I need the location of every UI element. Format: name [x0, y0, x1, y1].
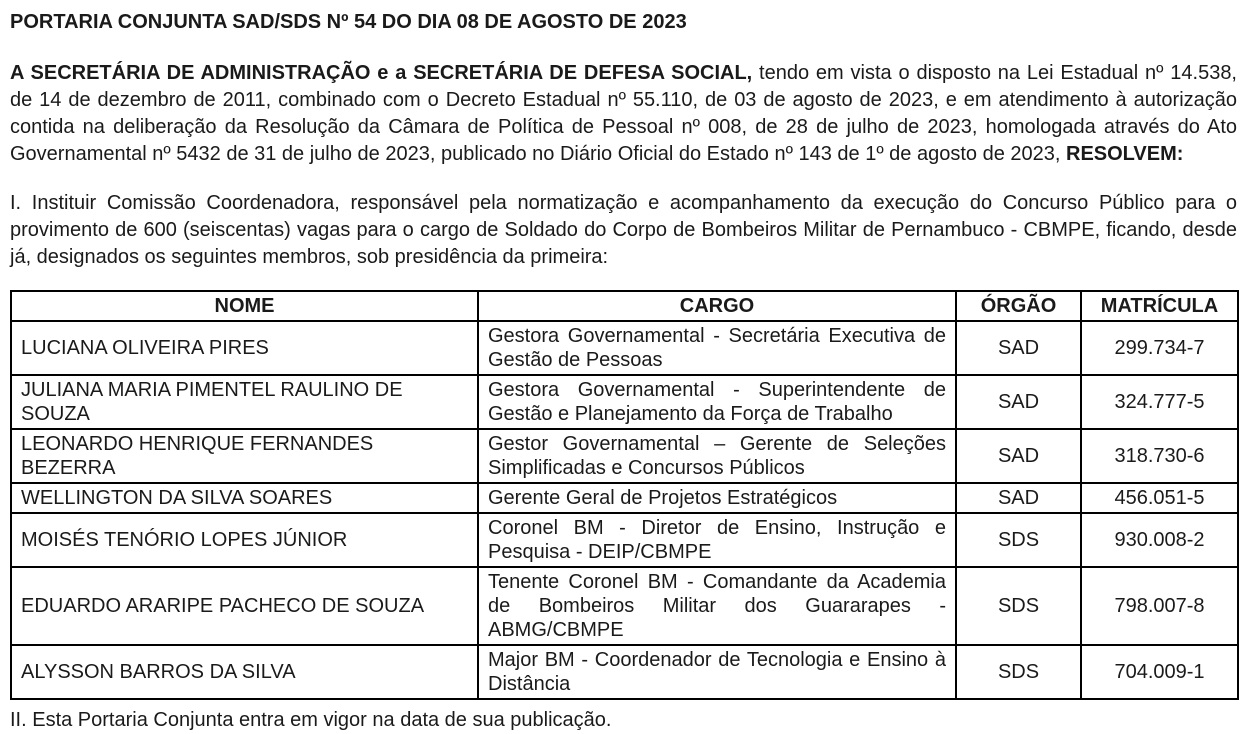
table-row — [11, 321, 1238, 375]
member-role: Coronel BM - Diretor de Ensino, Instrução e Pesquisa - DEIP/CBMPE — [478, 513, 956, 567]
member-role: Gerente Geral de Projetos Estratégicos — [478, 483, 956, 513]
member-agency: SAD — [956, 483, 1081, 513]
preamble-lead-bold: A SECRETÁRIA DE ADMINISTRAÇÃO e a SECRETÁRIA DE DEFESA SOCIAL, — [10, 62, 753, 84]
member-registry: 798.007-8 — [1081, 567, 1238, 645]
member-name: LUCIANA OLIVEIRA PIRES — [11, 321, 478, 375]
table-row — [11, 513, 1238, 567]
member-role: Gestora Governamental - Superintendente de Gestão e Planejamento da Força de Trabalho — [478, 375, 956, 429]
document-title: PORTARIA CONJUNTA SAD/SDS Nº 54 DO DIA 08 DE AGOSTO DE 2023 — [10, 11, 687, 33]
table-row — [11, 567, 1238, 645]
member-registry: 299.734-7 — [1081, 321, 1238, 375]
member-agency: SDS — [956, 567, 1081, 645]
member-registry: 704.009-1 — [1081, 645, 1238, 699]
member-registry: 930.008-2 — [1081, 513, 1238, 567]
preamble-paragraph — [10, 60, 1237, 168]
header-nome: NOME — [11, 291, 478, 321]
header-cargo: CARGO — [478, 291, 956, 321]
member-agency: SAD — [956, 321, 1081, 375]
header-orgao: ÓRGÃO — [956, 291, 1081, 321]
table-row — [11, 375, 1238, 429]
member-agency: SDS — [956, 645, 1081, 699]
member-registry: 318.730-6 — [1081, 429, 1238, 483]
table-row — [11, 483, 1238, 513]
header-matricula: MATRÍCULA — [1081, 291, 1238, 321]
member-role: Gestor Governamental – Gerente de Seleções Simplificadas e Concursos Públicos — [478, 429, 956, 483]
table-row — [11, 645, 1238, 699]
table-row — [11, 429, 1238, 483]
item-i-paragraph: I. Instituir Comissão Coordenadora, responsável pela normatização e acompanhamento da execução do Concurso Público para o provimento de 600 (seiscentas) vagas para o cargo de Soldado do Corpo de Bombeiros Militar de Pernambuco - CBMPE, ficando, desde já, designados os seguintes membros, sob presidência da primeira: — [10, 192, 1237, 268]
preamble-resolvem: RESOLVEM: — [1066, 143, 1184, 165]
members-table-header — [11, 291, 1238, 321]
item-ii-paragraph: II. Esta Portaria Conjunta entra em vigor na data de sua publicação. — [10, 709, 612, 731]
member-name: EDUARDO ARARIPE PACHECO DE SOUZA — [11, 567, 478, 645]
member-registry: 456.051-5 — [1081, 483, 1238, 513]
member-name: ALYSSON BARROS DA SILVA — [11, 645, 478, 699]
member-name: JULIANA MARIA PIMENTEL RAULINO DE SOUZA — [11, 375, 478, 429]
member-name: MOISÉS TENÓRIO LOPES JÚNIOR — [11, 513, 478, 567]
members-table — [10, 290, 1239, 700]
member-registry: 324.777-5 — [1081, 375, 1238, 429]
member-role: Tenente Coronel BM - Comandante da Academia de Bombeiros Militar dos Guararapes - ABMG/CBMPE — [478, 567, 956, 645]
member-name: LEONARDO HENRIQUE FERNANDES BEZERRA — [11, 429, 478, 483]
preamble-body: tendo em vista o disposto na Lei Estadual nº 14.538, de 14 de dezembro de 2011, combinado com o Decreto Estadual nº 55.110, de 03 de agosto de 2023, e em atendimento à autorização contida na deliberação da Resolução da Câmara de Política de Pessoal nº 008, de 28 de julho de 2023, homologada através do Ato Governamental nº 5432 de 31 de julho de 2023, publicado no Diário Oficial do Estado nº 143 de 1º de agosto de 2023, — [10, 62, 1237, 165]
member-role: Major BM - Coordenador de Tecnologia e Ensino à Distância — [478, 645, 956, 699]
member-name: WELLINGTON DA SILVA SOARES — [11, 483, 478, 513]
members-table-body — [11, 321, 1238, 699]
member-role: Gestora Governamental - Secretária Executiva de Gestão de Pessoas — [478, 321, 956, 375]
member-agency: SAD — [956, 429, 1081, 483]
header-row — [11, 291, 1238, 321]
member-agency: SAD — [956, 375, 1081, 429]
member-agency: SDS — [956, 513, 1081, 567]
